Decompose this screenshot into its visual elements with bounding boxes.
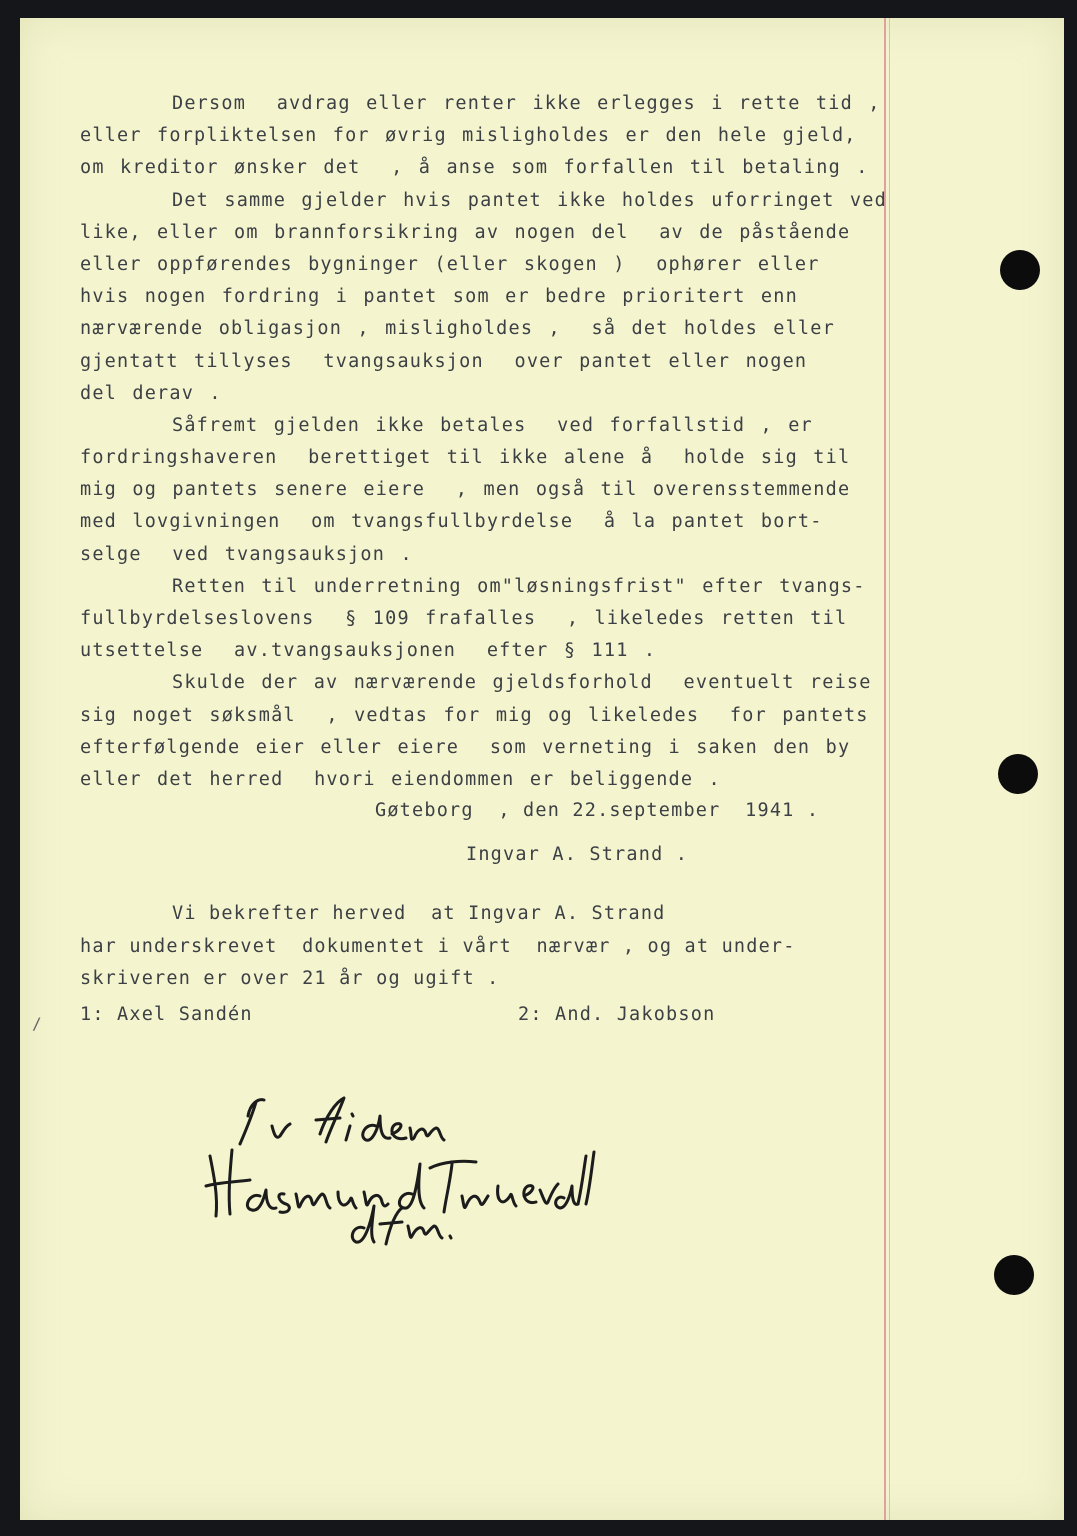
text-line: Dersom avdrag eller renter ikke erlegges i rette tid , xyxy=(172,93,881,114)
handwritten-signature xyxy=(180,1086,600,1246)
text-line: har underskrevet dokumentet i vårt nærvær , og at under- xyxy=(80,935,796,957)
text-line: om kreditor ønsker det , å anse som forfallen til betaling . xyxy=(80,157,869,179)
text-line: del derav . xyxy=(80,382,222,404)
text-line: Det samme gjelder hvis pantet ikke holdes uforringet ved xyxy=(172,189,887,211)
text-line: eller oppførendes bygninger (eller skogen ) ophører eller xyxy=(80,253,820,275)
text-line: sig noget søksmål , vedtas for mig og likeledes for pantets xyxy=(80,704,869,726)
margin-tick: / xyxy=(32,1014,42,1033)
text-line: eller det herred hvori eiendommen er beliggende . xyxy=(80,768,721,790)
text-line: mig og pantets senere eiere , men også til overensstemmende xyxy=(80,479,851,501)
text-line: selge ved tvangsauksjon . xyxy=(80,543,413,565)
text-line: eller forpliktelsen for øvrig misligholdes er den hele gjeld, xyxy=(80,125,857,147)
text-line: fullbyrdelseslovens § 109 frafalles , likeledes retten til xyxy=(80,608,848,629)
document-page xyxy=(20,18,1064,1520)
place-date: Gøteborg , den 22.september 1941 . xyxy=(375,800,820,821)
witness-1: 1: Axel Sandén xyxy=(80,1004,253,1025)
certification-text xyxy=(80,898,796,996)
text-line: hvis nogen fordring i pantet som er bedre prioritert enn xyxy=(80,286,798,308)
text-line: Skulde der av nærværende gjeldsforhold eventuelt reise xyxy=(172,672,872,694)
punch-hole-middle xyxy=(998,754,1038,794)
punch-hole-top xyxy=(1000,250,1040,290)
text-line: med lovgivningen om tvangsfullbyrdelse å la pantet bort- xyxy=(80,511,823,533)
text-line: gjentatt tillyses tvangsauksjon over pantet eller nogen xyxy=(80,350,808,372)
text-line: Såfremt gjelden ikke betales ved forfallstid , er xyxy=(172,414,813,436)
text-line: utsettelse av.tvangsauksjonen efter § 111 . xyxy=(80,640,657,662)
text-line: Vi bekrefter herved at Ingvar A. Strand xyxy=(172,903,666,924)
signer-name: Ingvar A. Strand . xyxy=(466,844,689,865)
punch-hole-bottom xyxy=(994,1255,1034,1295)
text-line: like, eller om brannforsikring av nogen del av de påstående xyxy=(80,221,851,243)
text-line: efterfølgende eier eller eiere som verneting i saken den by xyxy=(80,736,851,758)
text-line: nærværende obligasjon , misligholdes , så det holdes eller xyxy=(80,318,835,340)
text-line: fordringshaveren berettiget til ikke alene å holde sig til xyxy=(80,447,851,469)
body-text xyxy=(80,88,910,796)
text-line: Retten til underretning om"løsningsfrist" efter tvangs- xyxy=(172,575,866,597)
text-line: skriveren er over 21 år og ugift . xyxy=(80,968,500,989)
witness-2: 2: And. Jakobson xyxy=(518,1004,716,1025)
